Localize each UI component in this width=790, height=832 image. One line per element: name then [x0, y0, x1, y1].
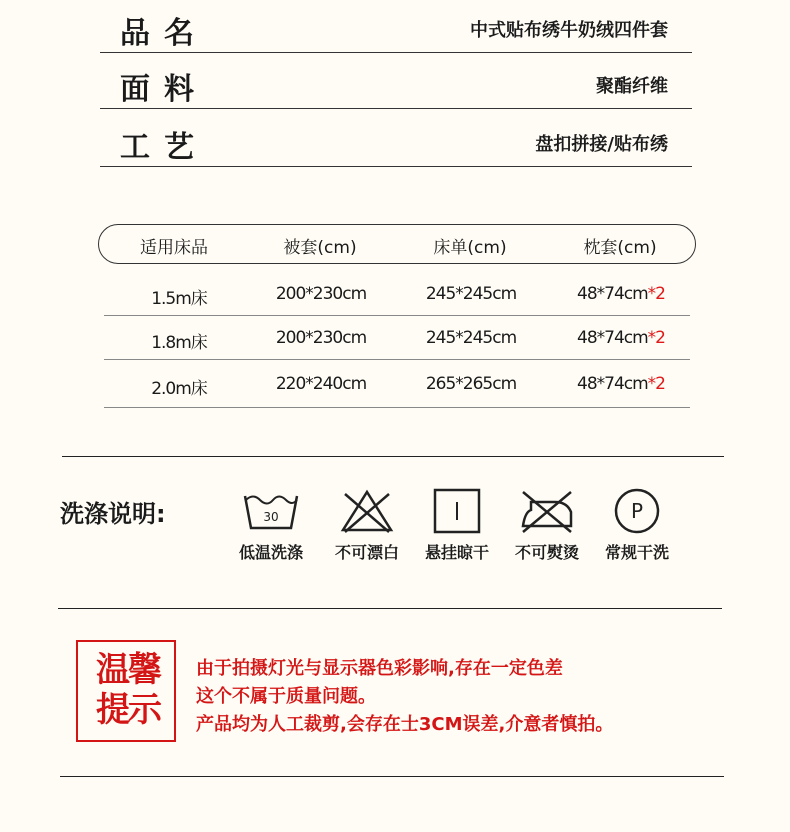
- tip-stamp: 温馨提示: [96, 650, 160, 730]
- pillow-size: 48*74cm: [577, 284, 648, 304]
- table-row: [104, 362, 690, 408]
- table-cell-duvet: 220*240cm: [275, 374, 367, 394]
- row-divider: [104, 359, 690, 360]
- size-table-header: [98, 224, 696, 264]
- table-cell-sheet: 265*265cm: [425, 374, 517, 394]
- table-header-cell: 适用床品: [140, 238, 208, 258]
- section-divider: [62, 456, 724, 457]
- info-label: 面料: [120, 72, 208, 107]
- care-title: 洗涤说明:: [60, 500, 166, 528]
- table-cell-sheet: 245*245cm: [425, 284, 517, 304]
- dry-clean-icon: [607, 488, 667, 534]
- info-row-fabric: [100, 56, 692, 109]
- table-header-cell: 被套(cm): [283, 238, 357, 258]
- table-cell-duvet: 200*230cm: [275, 284, 367, 304]
- care-label: 常规干洗: [604, 543, 669, 562]
- table-cell-bed: 1.8m床: [151, 333, 207, 353]
- table-cell-pillow: [546, 374, 696, 394]
- pillow-qty: *2: [647, 328, 665, 348]
- no-bleach-icon: [337, 488, 397, 534]
- pillow-size: 48*74cm: [577, 328, 648, 348]
- dryclean-letter: P: [630, 499, 644, 523]
- care-item-hang: [412, 488, 502, 563]
- info-row-name: [100, 0, 692, 53]
- info-value: 中式贴布绣牛奶绒四件套: [470, 20, 668, 41]
- no-iron-icon: [517, 488, 577, 534]
- tip-line: 这个不属于质量问题。: [196, 686, 376, 707]
- section-divider: [60, 776, 724, 777]
- pillow-qty: *2: [647, 374, 665, 394]
- table-cell-pillow: [546, 284, 696, 304]
- tip-line: 由于拍摄灯光与显示器色彩影响,存在一定色差: [196, 658, 563, 679]
- info-row-craft: [100, 114, 692, 167]
- section-divider: [58, 608, 722, 609]
- care-label: 不可漂白: [334, 543, 399, 562]
- care-label: 不可熨烫: [514, 543, 579, 562]
- table-header-cell: 枕套(cm): [583, 238, 657, 258]
- care-item-wash: [226, 488, 316, 563]
- info-label: 工艺: [120, 130, 208, 165]
- table-cell-pillow: [546, 328, 696, 348]
- care-item-iron: [502, 488, 592, 563]
- row-divider: [104, 407, 690, 408]
- pillow-size: 48*74cm: [577, 374, 648, 394]
- info-value: 聚酯纤维: [596, 76, 668, 97]
- table-cell-sheet: 245*245cm: [425, 328, 517, 348]
- table-row: [104, 316, 690, 360]
- care-item-dryclean: [592, 488, 682, 563]
- table-header-cell: 床单(cm): [433, 238, 507, 258]
- pillow-qty: *2: [647, 284, 665, 304]
- care-item-bleach: [322, 488, 412, 563]
- wash-30-icon: [241, 488, 301, 534]
- care-label: 悬挂晾干: [424, 543, 489, 562]
- table-cell-duvet: 200*230cm: [275, 328, 367, 348]
- hang-dry-icon: [427, 488, 487, 534]
- tip-line: 产品均为人工裁剪,会存在士3CM误差,介意者慎拍。: [196, 714, 614, 735]
- table-cell-bed: 1.5m床: [151, 289, 207, 309]
- wash-temp: 30: [263, 510, 279, 524]
- info-value: 盘扣拼接/贴布绣: [535, 134, 668, 155]
- info-label: 品名: [120, 16, 208, 51]
- table-cell-bed: 2.0m床: [151, 379, 207, 399]
- tip-stamp-box: [76, 640, 176, 742]
- care-label: 低温洗涤: [238, 543, 303, 562]
- table-row: [104, 272, 690, 316]
